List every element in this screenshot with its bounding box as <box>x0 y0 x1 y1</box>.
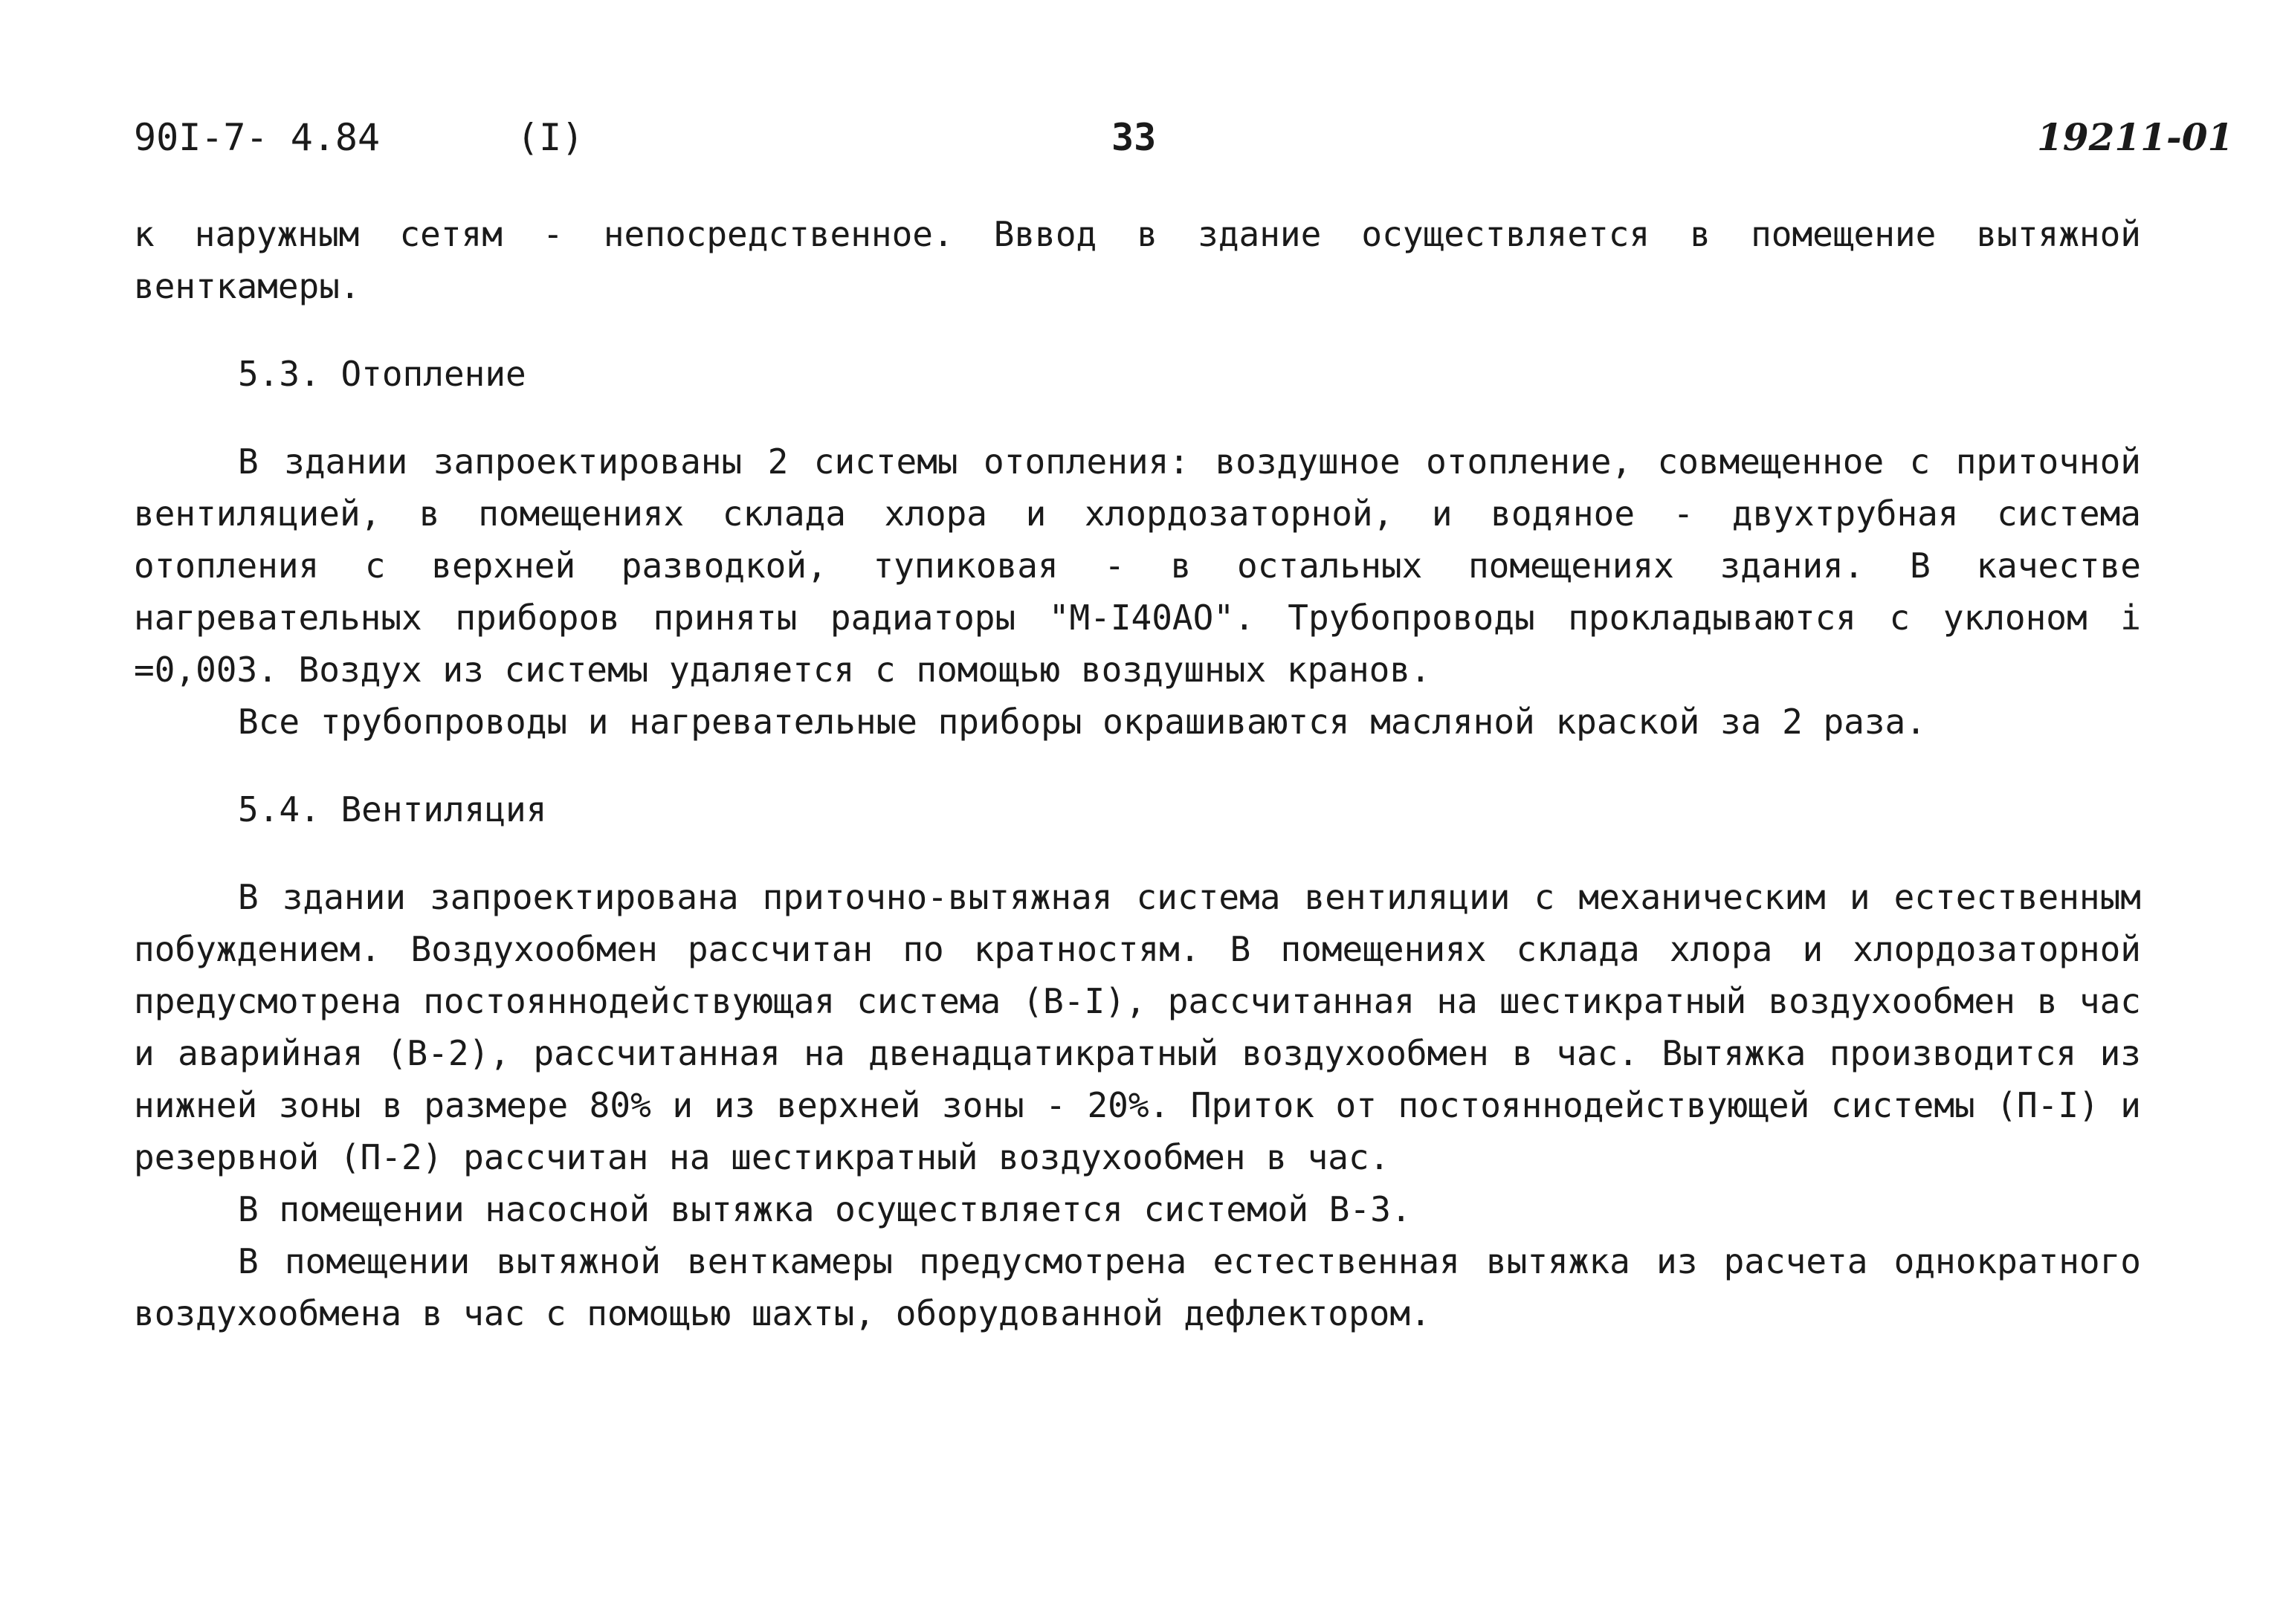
section-heading-heating: 5.3. Отопление <box>238 354 526 394</box>
page-number: 33 <box>1111 116 1157 159</box>
document-body <box>134 208 2141 1339</box>
paragraph-continuation: к наружным сетям - непосредственное. Вввод в здание осуществляется в помещение вытяжной венткамеры. <box>134 214 2141 306</box>
section-heading-ventilation: 5.4. Вентиляция <box>238 789 547 829</box>
inventory-number: 19211-01 <box>2037 115 2234 159</box>
document-part: (I) <box>517 116 584 159</box>
document-code: 90I-7- 4.84 <box>134 116 381 159</box>
paragraph-heating-paint: Все трубопроводы и нагревательные приборы окрашиваются масляной краской за 2 раза. <box>238 702 1926 742</box>
paragraph-vent-chamber: В помещении вытяжной венткамеры предусмотрена естественная вытяжка из расчета однократного воздухообмена в час с помощью шахты, оборудованной дефлектором. <box>134 1241 2141 1333</box>
paragraph-ventilation-system: В здании запроектирована приточно-вытяжная система вентиляции с механическим и естественным побуждением. Воздухообмен рассчитан по кратностям. В помещениях склада хлора и хлордозаторной предусмотрена постояннодействующая система (В-I), рассчитанная на шестикратный воздухообмен в час и аварийная (В-2), рассчитанная на двенадцатикратный воздухообмен в час. Вытяжка производится из нижней зоны в размере 80% и из верхней зоны - 20%. Приток от постояннодействующей системы (П-I) и резервной (П-2) рассчитан на шестикратный воздухообмен в час. <box>134 877 2141 1177</box>
paragraph-heating-systems: В здании запроектированы 2 системы отопления: воздушное отопление, совмещенное с приточной вентиляцией, в помещениях склада хлора и хлордозаторной, и водяное - двухтрубная система отопления с верхней разводкой, тупиковая - в остальных помещениях здания. В качестве нагревательных приборов приняты радиаторы "М-I40АО". Трубопроводы прокладываются с уклоном i =0,003. Воздух из системы удаляется с помощью воздушных кранов. <box>134 441 2141 690</box>
paragraph-pump-room: В помещении насосной вытяжка осуществляется системой В-3. <box>238 1189 1412 1229</box>
